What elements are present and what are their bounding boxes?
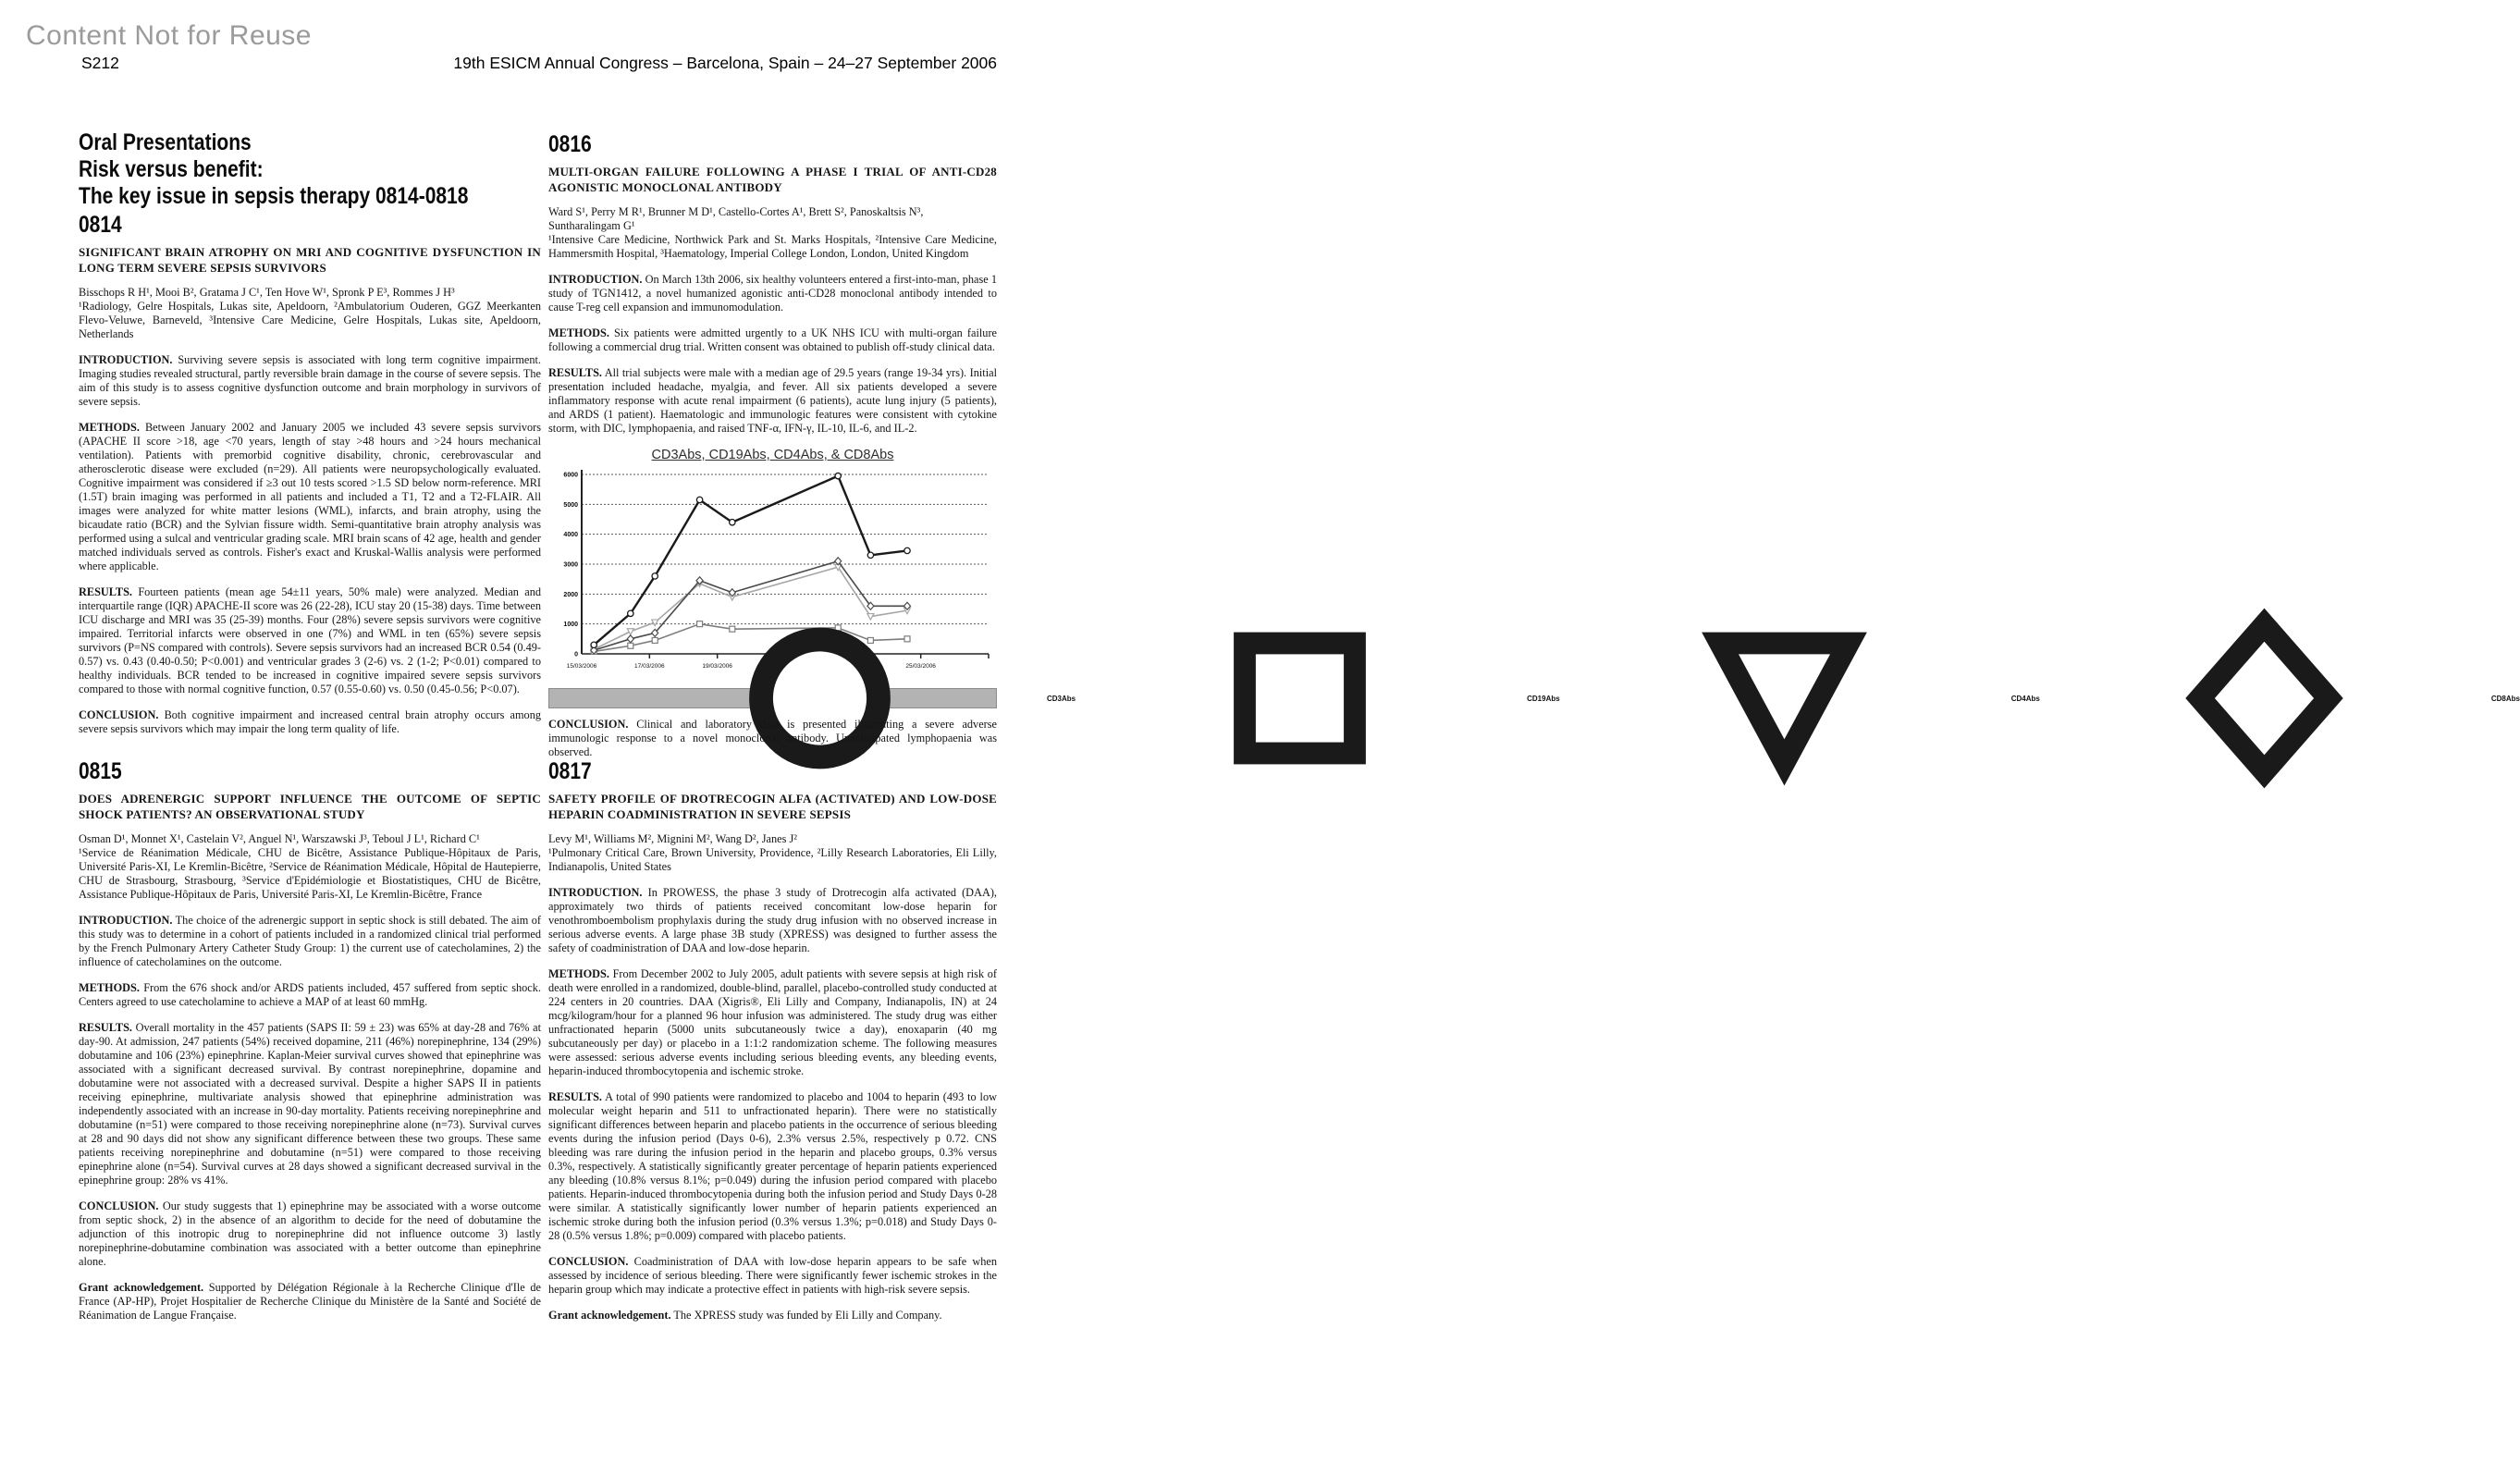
section-text: Both cognitive impairment and increased central brain atrophy occurs among severe sepsis survivors which may impair the long term quality of life. — [79, 708, 541, 735]
svg-text:25/03/2006: 25/03/2006 — [905, 663, 936, 670]
results-paragraph-0816 — [548, 366, 997, 436]
authors-0816: Ward S¹, Perry M R¹, Brunner M D¹, Castello-Cortes A¹, Brett S², Panoskaltsis N³, Suntharalingam G¹ — [548, 205, 924, 232]
section-text: Overall mortality in the 457 patients (SAPS II: 59 ± 23) was 65% at day-28 and 76% at day-90. At admission, 247 patients (54%) received dopamine, 211 (46%) norepinephrine, 134 (29%) dobutamine and 106 (23%) epinephrine. Kaplan-Meier survival curves showed that epinephrine was associated with a significant decreased survival. By contrast norepinephrine, dopamine and dobutamine were not associated with a decreased survival. Despite a higher SAPS II in patients receiving epinephrine, multivariate analysis showed that epinephrine administration was independently associated with an increase in 90-day mortality. Patients receiving norepinephrine and dobutamine (n=51) were compared to those receiving norepinephrine alone (n=73). Survival curves at 28 and 90 days did not show any significant difference between these two groups. These same patients receiving norepinephrine and dobutamine (n=51) were compared to those receiving epinephrine alone (n=54). Survival curves at 28 days showed a significant decreased survival in the epinephrine group: 28% vs 41%. — [79, 1021, 541, 1187]
section-text: Surviving severe sepsis is associated with long term cognitive impairment. Imaging studies revealed structural, partly reversible brain damage in the course of severe sepsis. The aim of this study is to assess cognitive dysfunction outcome and brain morphology in survivors of severe sepsis. — [79, 353, 541, 408]
svg-text:5000: 5000 — [563, 501, 578, 509]
results-paragraph-0817 — [548, 1090, 997, 1243]
authors-0814: Bisschops R H¹, Mooi B², Gratama J C¹, Ten Hove W¹, Spronk P E³, Rommes J H³ — [79, 286, 455, 299]
svg-text:4000: 4000 — [563, 532, 578, 539]
congress-title: 19th ESICM Annual Congress – Barcelona, Spain – 24–27 September 2006 — [453, 54, 997, 72]
conclusion-paragraph-0814 — [79, 708, 541, 736]
section-text: Supported by Délégation Régionale à la Recherche Clinique d'Ile de France (AP-HP), Projet Hospitalier de Recherche Clinique du Ministère de la Santé and Société de Réanimation de Langue Française. — [79, 1281, 541, 1322]
results-paragraph-0814 — [79, 585, 541, 696]
methods-paragraph-0815 — [79, 981, 541, 1009]
session-line-2: Risk versus benefit: — [79, 156, 264, 182]
affiliations-0814: ¹Radiology, Gelre Hospitals, Lukas site, Apeldoorn, ²Ambulatorium Ouderen, GGZ Meerkanten Flevo-Veluwe, Barneveld, ³Intensive Care Medicine, Gelre Hospitals, Lukas site, Apeldoorn, Netherlands — [79, 300, 541, 340]
section-text: All trial subjects were male with a median age of 29.5 years (range 19-34 yrs). Initial presentation included headache, myalgia, and fever. All six patients developed a severe inflammatory response with acute renal impairment (6 patients), acute lung injury (5 patients), and ARDS (1 patient). Haematologic and immunologic features were consistent with cytokine storm, with DIC, lymphopaenia, and raised TNF-α, IFN-γ, IL-10, IL-6, and IL-2. — [548, 366, 997, 435]
abstract-0816 — [548, 129, 2520, 771]
authors-0815: Osman D¹, Monnet X¹, Castelain V², Anguel N¹, Warszawski J³, Teboul J L¹, Richard C¹ — [79, 832, 480, 845]
conclusion-paragraph-0815 — [79, 1199, 541, 1269]
page-number: S212 — [81, 54, 119, 72]
abstract-title-0817: SAFETY PROFILE OF DROTRECOGIN ALFA (ACTIVATED) AND LOW-DOSE HEPARIN COADMINISTRATION IN SEVERE SEPSIS — [548, 792, 997, 821]
section-text: Our study suggests that 1) epinephrine may be associated with a worse outcome from septic shock, 2) in the absence of an algorithm to decide for the need of dobutamine the adjunction of this inotropic drug to norepinephrine did not influence outcome 3) lastly norepinephrine-dobutamine combination was associated with a better outcome than epinephrine alone. — [79, 1199, 541, 1268]
section-text: From December 2002 to July 2005, adult patients with severe sepsis at high risk of death were enrolled in a randomized, double-blind, parallel, placebo-controlled study conducted at 224 centers in 20 countries. DAA (Xigris®, Eli Lilly and Company, Indianapolis, IN) at 24 mcg/kilogram/hour for a planned 96 hour infusion was administered. The study drug was either unfractionated heparin (5000 units subcutaneously twice a day), enoxaparin (40 mg subcutaneously per day) or placebo in a 1:1:2 randomization scheme. The following measures were assessed: serious adverse events including serious bleeding events, any bleeding events, heparin-induced thrombocytopenia and ischemic stroke. — [548, 967, 998, 1077]
section-label: Grant acknowledgement. — [79, 1281, 204, 1294]
section-label: RESULTS. — [79, 585, 132, 598]
svg-text:17/03/2006: 17/03/2006 — [634, 663, 665, 670]
section-label: Grant acknowledgement. — [548, 1309, 671, 1322]
abstract-number-0816: 0816 — [548, 131, 592, 157]
section-text: On March 13th 2006, six healthy volunteers entered a first-into-man, phase 1 study of TGN1412, a novel humanized agonistic anti-CD28 monoclonal antibody intended to cause T-reg cell expansion and immunomodulation. — [548, 273, 997, 314]
section-label: METHODS. — [79, 421, 140, 434]
section-label: METHODS. — [548, 967, 609, 980]
section-label: CONCLUSION. — [79, 708, 159, 721]
section-label: INTRODUCTION. — [548, 273, 643, 286]
section-label: INTRODUCTION. — [79, 353, 173, 366]
legend-item-cd8abs: CD8Abs — [2040, 588, 2520, 808]
abstract-title-0814: SIGNIFICANT BRAIN ATROPHY ON MRI AND COGNITIVE DYSFUNCTION IN LONG TERM SEVERE SEPSIS SURVIVORS — [79, 245, 541, 275]
svg-text:0: 0 — [574, 651, 578, 658]
methods-paragraph-0814 — [79, 421, 541, 573]
abstract-0815 — [79, 757, 541, 1335]
section-label: METHODS. — [548, 326, 609, 339]
svg-text:3000: 3000 — [563, 561, 578, 569]
abstract-title-0816: MULTI-ORGAN FAILURE FOLLOWING A PHASE I TRIAL OF ANTI-CD28 AGONISTIC MONOCLONAL ANTIBODY — [548, 165, 997, 194]
section-label: INTRODUCTION. — [79, 914, 173, 927]
triangle-marker-icon — [1560, 588, 2009, 808]
abstract-number-0815: 0815 — [79, 758, 122, 784]
introduction-paragraph-0815 — [79, 914, 541, 969]
session-line-3: The key issue in sepsis therapy 0814-0818 — [79, 183, 469, 209]
methods-paragraph-0817 — [548, 967, 997, 1078]
section-text: A total of 990 patients were randomized to placebo and 1004 to heparin (493 to low molecular weight heparin and 511 to unfractionated heparin). There were no statistically significant differences between heparin and placebo patients in the occurrence of serious bleeding events during the infusion period (Days 0-6), 2.3% versus 2.5%, respectively p 0.72. CNS bleeding was rare during the infusion period in the heparin and placebo groups, 0.3% versus 0.3%, respectively. A statistically significantly greater percentage of heparin patients experienced any bleeding (10.8% versus 8.1%; p=0.049) during the infusion period compared with placebo patients. Heparin-induced thrombocytopenia during both the infusion period and Study Days 0-28 were similar. A statistically significantly lower number of heparin patients experienced an ischemic stroke during both the infusion period (0.3% versus 1.3%; p=0.018) and Study Days 0-28 (0.5% versus 1.8%; p=0.009) compared with placebo patients. — [548, 1090, 997, 1242]
legend-item-cd19abs: CD19Abs — [1076, 588, 1560, 808]
abstract-0817 — [548, 757, 997, 1335]
section-text: From the 676 shock and/or ARDS patients included, 457 suffered from septic shock. Centers agreed to use catecholamine to achieve a MAP of at least 60 mmHg. — [79, 981, 541, 1008]
results-paragraph-0815 — [79, 1021, 541, 1187]
watermark: Content Not for Reuse — [26, 20, 312, 51]
legend-item-cd3abs: CD3Abs — [596, 588, 1076, 808]
section-label: INTRODUCTION. — [548, 886, 643, 899]
section-text: The choice of the adrenergic support in septic shock is still debated. The aim of this study was to determine in a cohort of patients included in a randomized clinical trial performed by the French Pulmonary Artery Catheter Study Group: 1) the current use of catecholamines, 2) the influence of catecholamines on the outcome. — [79, 914, 541, 968]
section-label: CONCLUSION. — [548, 1255, 629, 1268]
legend-item-cd4abs: CD4Abs — [1560, 588, 2040, 808]
methods-paragraph-0816 — [548, 326, 997, 354]
svg-text:1000: 1000 — [563, 621, 578, 629]
affiliations-0815: ¹Service de Réanimation Médicale, CHU de Bicêtre, Assistance Publique-Hôpitaux de Paris, Université Paris-XI, Le Kremlin-Bicêtre, ²Service de Réanimation Médicale, Hôpital de Hautepierre, CHU de Strasbourg, Strasbourg, ³Service d'Epidémiologie et Biostatistiques, CHU de Bicêtre, Assistance Publique-Hôpitaux de Paris, Université Paris-XI, Le Kremlin-Bicêtre, France — [79, 846, 541, 901]
diamond-marker-icon — [2040, 588, 2489, 808]
abstract-title-0815: DOES ADRENERGIC SUPPORT INFLUENCE THE OUTCOME OF SEPTIC SHOCK PATIENTS? AN OBSERVATIONAL STUDY — [79, 792, 541, 821]
section-text: Fourteen patients (mean age 54±11 years, 50% male) were analyzed. Median and interquartile range (IQR) APACHE-II score was 26 (22-28), ICU stay 20 (15-38) days. Time between ICU discharge and MRI was 35 (25-39) months. Four (28%) severe sepsis survivors were cognitive impaired. Territorial infarcts were observed in one (7%) and WML in ten (65%) severe sepsis survivors (P=NS compared with controls). Severe sepsis survivors had an increased BCR 0.54 (0.49-0.57) vs. 0.43 (0.40-0.50; P<0.001) and ventricular grades 3 (2-6) vs. 2 (1-2; P<0.01) compared to healthy individuals. BCR tended to be increased in cognitive impaired severe sepsis survivors compared to those with normal cognitive function, 0.57 (0.55-0.60) vs. 0.50 (0.45-0.56; P<0.07). — [79, 585, 541, 695]
grant-paragraph-0815 — [79, 1281, 541, 1323]
introduction-paragraph-0814 — [79, 353, 541, 409]
page-header — [81, 54, 997, 73]
section-label: RESULTS. — [548, 1090, 602, 1103]
abstract-number-0814: 0814 — [79, 212, 122, 238]
svg-text:15/03/2006: 15/03/2006 — [566, 663, 597, 670]
section-label: CONCLUSION. — [548, 718, 629, 731]
svg-text:2000: 2000 — [563, 591, 578, 598]
authors-0817: Levy M¹, Williams M², Mignini M², Wang D², Janes J² — [548, 832, 797, 845]
section-text: In PROWESS, the phase 3 study of Drotrecogin alfa activated (DAA), approximately two thirds of patients received concomitant low-dose heparin for venothromboembolism prophylaxis during the study drug infusion with no observed increase in serious adverse events. A large phase 3B study (XPRESS) was designed to further assess the safety of coadministration of DAA and low-dose heparin. — [548, 886, 997, 954]
section-label: METHODS. — [79, 981, 140, 994]
session-line-1: Oral Presentations — [79, 129, 252, 155]
introduction-paragraph-0816 — [548, 273, 997, 314]
svg-text:6000: 6000 — [563, 472, 578, 479]
section-label: RESULTS. — [548, 366, 602, 379]
svg-text:19/03/2006: 19/03/2006 — [702, 663, 732, 670]
section-text: Six patients were admitted urgently to a UK NHS ICU with multi-organ failure following a commercial drug trial. Written consent was obtained to publish off-study clinical data. — [548, 326, 997, 353]
section-label: CONCLUSION. — [79, 1199, 159, 1212]
grant-paragraph-0817 — [548, 1309, 997, 1323]
section-text: Clinical and laboratory data is presented illustrating a severe adverse immunologic response to a novel monoclonal antibody. Unanticipated lymphopaenia was observed. — [548, 718, 997, 758]
conclusion-paragraph-0817 — [548, 1255, 997, 1297]
square-marker-icon — [1076, 588, 1524, 808]
section-text: Coadministration of DAA with low-dose heparin appears to be safe when assessed by incidence of serious bleeding. There were significantly fewer ischemic strokes in the heparin group which may indicate a protective effect in patients with high-risk severe sepsis. — [548, 1255, 997, 1296]
abstract-number-0817: 0817 — [548, 758, 592, 784]
abstract-0814 — [79, 129, 541, 748]
introduction-paragraph-0817 — [548, 886, 997, 955]
section-text: The XPRESS study was funded by Eli Lilly and Company. — [673, 1309, 942, 1322]
affiliations-0817: ¹Pulmonary Critical Care, Brown University, Providence, ²Lilly Research Laboratories, Eli Lilly, Indianapolis, United States — [548, 846, 997, 873]
session-heading — [79, 129, 541, 210]
chart-legend — [548, 688, 2520, 708]
chart-title: CD3Abs, CD19Abs, CD4Abs, & CD8Abs — [651, 448, 894, 462]
section-text: Between January 2002 and January 2005 we included 43 severe sepsis survivors (APACHE II score >18, age <70 years, length of stay >48 hours and >24 hours mechanical ventilation). Patients with premorbid cognitive disability, chronic, cerebrovascular and atherosclerotic disease were excluded (n=29). All patients were neuropsychologically evaluated. Cognitive impairment was considered if ≥3 out 10 tests scored >1.5 SD below norm-reference. MRI (1.5T) brain imaging was performed in all patients and included a T1, T2 and a T2-FLAIR. All images were analyzed for white matter lesions (WML), infarcts, and brain atrophy, using the bicaudate ratio (BCR) and the Sylvian fissure width. Semi-quantitative brain atrophy analysis was performed using a sulcal and ventricular grading scale. MRI brain scans of 42 age, health and gender matched individuals served as controls. Fisher's exact and Kruskal-Wallis analysis were performed where applicable. — [79, 421, 542, 572]
affiliations-0816: ¹Intensive Care Medicine, Northwick Park and St. Marks Hospitals, ²Intensive Care Medicine, Hammersmith Hospital, ³Haematology, Imperial College London, London, United Kingdom — [548, 233, 997, 260]
figure-lymphocyte-chart — [548, 448, 2520, 708]
section-label: RESULTS. — [79, 1021, 132, 1034]
